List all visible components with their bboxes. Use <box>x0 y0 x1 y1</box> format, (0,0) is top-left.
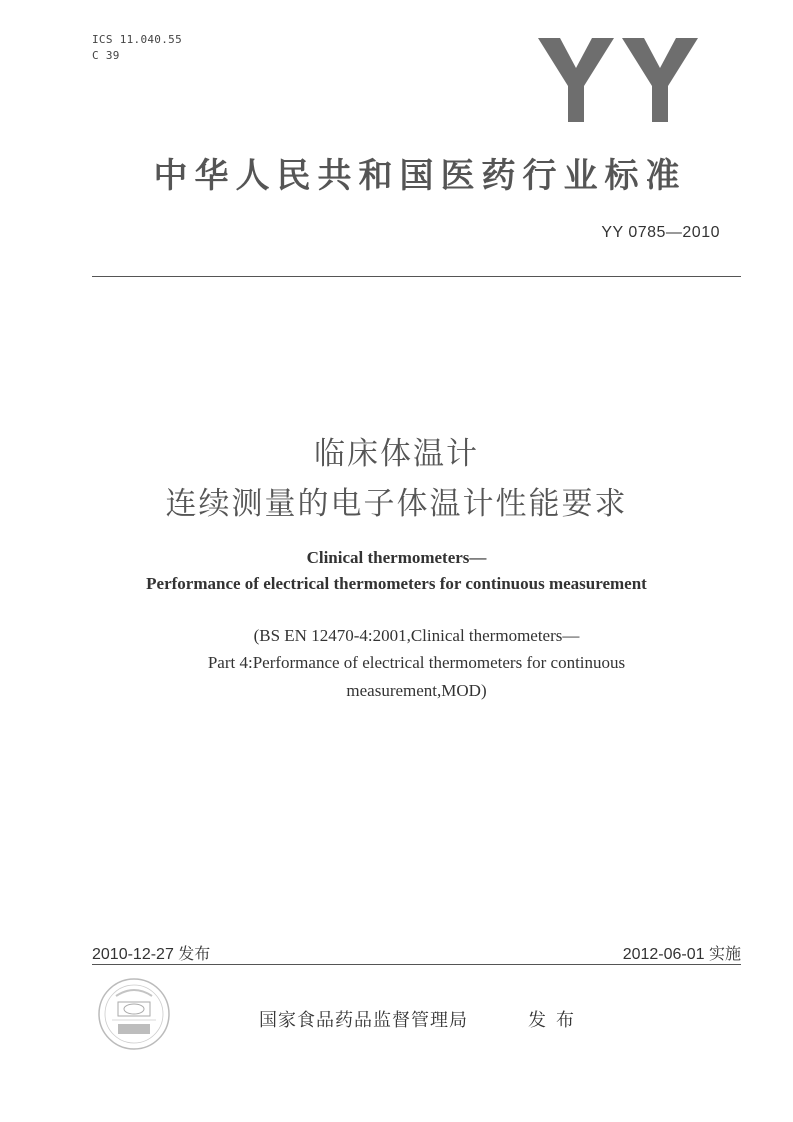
ics-code: ICS 11.040.55 <box>92 33 182 46</box>
yy-logo <box>538 38 698 122</box>
issue-date <box>92 941 210 964</box>
title-english-line-1: Clinical thermometers— <box>306 548 487 567</box>
header-divider <box>92 276 741 277</box>
implementation-date-label: 实施 <box>708 944 741 963</box>
reference-line-3: measurement,MOD) <box>346 681 487 700</box>
reference-line-1: (BS EN 12470-4:2001,Clinical thermometers— <box>253 626 580 645</box>
reference-line-2: Part 4:Performance of electrical thermometers for continuous <box>207 653 626 672</box>
implementation-date <box>623 941 741 964</box>
footer-divider <box>92 964 741 965</box>
title-english-line-2: Performance of electrical thermometers for continuous measurement <box>146 574 647 593</box>
standard-number: YY 0785—2010 <box>601 224 720 241</box>
title-chinese-line-2: 连续测量的电子体温计性能要求 <box>165 486 628 522</box>
issue-date-label: 发布 <box>178 944 211 963</box>
ccs-code: C 39 <box>92 49 120 62</box>
issuing-authority: 国家食品药品监督管理局 <box>259 1010 468 1031</box>
implementation-date-value: 2012-06-01 <box>622 946 705 963</box>
issue-date-value: 2010-12-27 <box>92 946 174 963</box>
issuing-standard-category: 中华人民共和国医药行业标准 <box>153 156 687 196</box>
issue-word: 发布 <box>528 1010 584 1031</box>
anti-counterfeit-seal <box>96 976 172 1052</box>
title-chinese-line-1: 临床体温计 <box>314 436 479 472</box>
classification-codes <box>92 32 182 64</box>
